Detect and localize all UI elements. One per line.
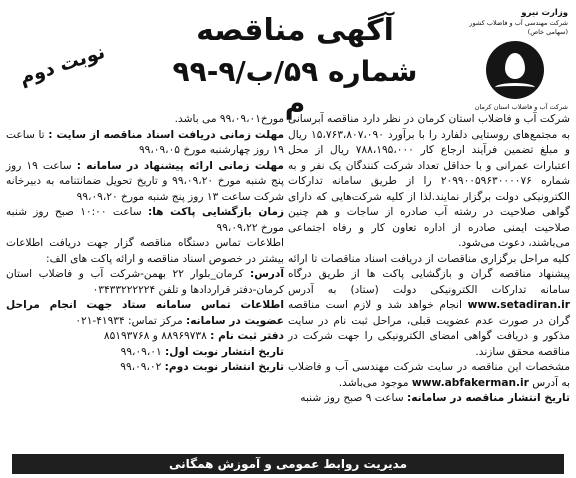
publish-line [288,391,570,407]
address-value: کرمان_بلوار ۲۲ بهمن-شرکت آب و فاضلاب استان کرمان-دفتر قراردادها و تلفن ۰۳۴۳۳۲۲۲۲۲۴ [6,268,284,296]
round-label: نوبت دوم [16,40,108,90]
left-column [6,112,284,376]
company-subtitle: (سهامی خاص) [527,28,568,36]
province-company-name: شرکت آب و فاضلاب استان کرمان [474,103,568,111]
opening-time [6,205,284,236]
registration-value: ۸۸۹۶۹۷۳۸ و ۸۵۱۹۳۷۶۸ [103,330,207,342]
documents-label: مهلت زمانی دریافت اسناد مناقصه از سایت : [48,128,285,141]
setad-paragraph [288,252,570,361]
offer-label: مهلت زمانی ارائه پیشنهاد در سامانه : [76,159,284,172]
publish-date: مورخ۹۹،۰۹،۰۱ می باشد. [174,113,284,125]
second-round-label: تاریخ انتشار نوبت دوم: [164,361,284,373]
second-round-date [6,360,284,376]
notice-title: آگهی مناقصه [196,13,394,48]
offer-deadline [6,159,284,206]
setad-contact-label: اطلاعات تماس سامانه ستاد جهت انجام مراحل عضویت در سامانه: [6,299,284,327]
first-round-date [6,345,284,361]
registration-label: دفتر ثبت نام : [210,330,284,342]
water-drop-logo-icon [486,41,544,99]
opening-label: زمان بازگشایی پاکت ها: [147,206,285,218]
website-tail: موجود می‌باشد. [338,376,409,389]
setad-contact [6,298,284,329]
offer-value: ساعت ۱۹ روز پنج شنبه مورخ ۹۹،۰۹،۲۰ و تاریخ تحویل ضمانتنامه به دبیرخانه شرکت ساعت ۱۳ روز پنج شنبه مورخ ۹۹،۰۹،۲۰ [6,159,284,203]
intro-paragraph: شرکت آب و فاضلاب استان کرمان در نظر دارد مناقصه آبرسانی به مجتمع‌های روستایی دلفارد را با برآورد ۱۵،۷۶۳،۸۰۷،۰۹۰ ریال و مبلغ تضمین فرآیند ارجاع کار ۷۸۸،۱۹۵،۰۰۰ ریال از محل اعتبارات عمرانی و با حداقل تعداد شرکت کنندگان یک نفر و به شماره ۲۰۹۹۰۰۵۹۶۳۰۰۰۰۷۶ را از طریق سامانه تدارکات الکترونیکی دولت برگزار نمایند.لذا از کلیه شرکت‌هایی که دارای گواهی صلاحیت در رشته آب صادره از ساجات و هم چنین صلاحیت ایمنی صادره از اداره تعاون کار و رفاه اجتماعی می‌باشند، دعوت می‌شود. [288,113,570,249]
company-name: شرکت مهندسی آب و فاضلاب کشور [469,19,568,27]
footer-banner: مدیریت روابط عمومی و آموزش همگانی [12,454,564,474]
publish-value: ساعت ۹ صبح روز شنبه [300,392,404,404]
setad-link[interactable]: www.setadiran.ir [467,299,570,311]
ministry-name: وزارت نیرو [521,8,568,18]
website-text: مشخصات این مناقصه در سایت شرکت مهندسی آب و فاضلاب به آدرس [288,361,570,389]
publish-label: تاریخ انتشار مناقصه در سامانه: [407,392,570,404]
documents-deadline [6,128,284,159]
address-line [6,267,284,298]
setad-tail: انجام خواهد شد و لازم است مناقصه گران در صورت عدم عضویت قبلی، مراحل ثبت نام در سایت مذکور و دریافت گواهی امضای الکترونیکی را جهت شرکت در مناقصه محقق سازند. [288,299,570,358]
contact-info: اطلاعات تماس دستگاه مناقصه گزار جهت دریافت اطلاعات بیشتر در خصوص اسناد مناقصه و ارائه پاکت های الف: [6,237,284,265]
website-link[interactable]: www.abfakerman.ir [411,376,529,389]
address-label: آدرس: [249,268,284,280]
registration-office [6,329,284,345]
setad-text: کلیه مراحل برگزاری مناقصات از دریافت اسناد مناقصات تا ارائه پیشنهاد مناقصه گران و بازگشایی پاکت ها از طریق درگاه سامانه تدارکات الکترونیکی دولت (ستاد) به آدرس [288,252,570,296]
documents-value: تا ساعت ۱۹ روز چهارشنبه مورخ ۹۹،۰۹،۰۵ [6,128,284,156]
right-column [288,112,570,407]
logo-block [450,8,568,112]
first-round-value: ۹۹،۰۹،۰۱ [120,345,162,358]
setad-contact-value: مرکز تماس: ۴۱۹۳۴-۰۲۱ [75,314,183,327]
website-paragraph [288,360,570,391]
second-round-value: ۹۹،۰۹،۰۲ [120,361,162,373]
opening-value: ساعت ۱۰:۰۰ صبح روز شنبه مورخ ۹۹،۰۹،۲۲ [6,206,284,234]
first-round-label: تاریخ انتشار نوبت اول: [165,345,284,358]
notice-number: شماره ۵۹/ب/۹-۹۹ م [172,55,418,120]
